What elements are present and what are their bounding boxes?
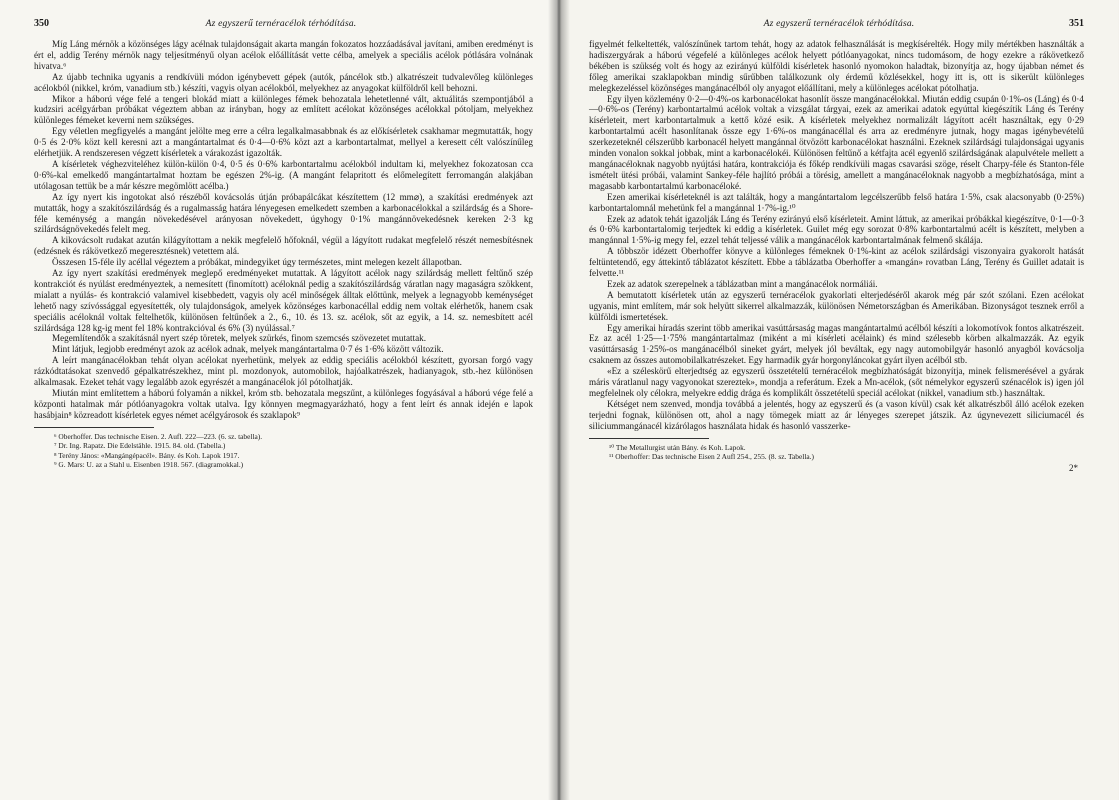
paragraph: Ezen amerikai kísérleteknél is azt találták, hogy a mangántartalom legcélszerűbb felső határa 1·5%, csak alacsonyabb (0·25%) karbontartalomnál mehetünk fel a mangánnal 1·7%-ig.¹⁰ (589, 191, 1084, 213)
paragraph: A leírt mangánacélokban tehát olyan acélokat nyerhetünk, melyek az eddig speciális acélokból készített, gyorsan forgó vagy rázkódtatásokat szenvedő gépalkatrészekhez, mint pl. mozdonyok, automobilok, hajóalkatrészek, hadianyagok, stb.-hez különösen alkalmasak. Ezeket tehát vagy legalább azok egyrészét a mangánacélok jól pótolhatják. (34, 355, 533, 388)
paragraph: Miután mint említettem a háború folyamán a nikkel, króm stb. behozatala megszűnt, a különleges fogyásával a háború vége felé a központi hatalmak már pótlóanyagokra voltak utalva. Igy könnyen megmagyarázható, hogy a fent leírt és annak idején e lapok hasábjain⁸ közreadott kísérletek egyes német acélgyárosok és szaklapok⁹ (34, 388, 533, 420)
paragraph: «Ez a széleskörű elterjedtség az egyszerű összetételű ternéracélok megbízhatóságát bizonyítja, minek felismerésével a gyárak máris váratlanul nagy vagyonokat szereztek», mondja a referátum. Ezek a Mn-acélok, (sőt némelykor egyszerű szénacélok is) igen jól megfelelnek oly célokra, melyekre eddig drága és komplikált összetételű speciál acélokat (nikkel, vanadium stb.) használtak. (589, 366, 1084, 398)
footnote: ⁶ Oberhoffer. Das technische Eisen. 2. Aufl. 222—223. (6. sz. tabella). (54, 431, 263, 441)
paragraph: Az újabb technika ugyanis a rendkívüli módon igénybevett gépek (autók, páncélok stb.) alkatrészeit tudvalevőleg különleges acélokból (nikkel, króm, vanadium stb.) készíti, vagyis olyan acélokból, melyekhez az anyagokat külföldről kell behozni. (34, 71, 533, 93)
paragraph: Mint látjuk, legjobb eredményt azok az acélok adnak, melyek mangántartalma 0·7 és 1·6% között változik. (52, 344, 444, 355)
paragraph: Egy ilyen közlemény 0·2—0·4%-os karbonacélokat hasonlít össze mangánacélokkal. Miután eddig csupán 0·1%-os (Láng) és 0·4—0·6%-os (Terény) karbontartalmú acélok voltak a vizsgálat tárgyai, ezek az amerikai adatok egyúttal kiegészítik Láng és Terény kísérleteit, mert karbontartalmuk a kettő közé esik. A kísérletek melyekhez normalizált lágyított acélt használtak, egy 0·29 karbontartalmú acélt hasonlítanak össze egy 1·6%-os mangánacéllal és arra az eredményre jutnak, hogy magas igénybevételű szerkezeteknél célszerűbb karbonacél helyett mangánnal ötvözött karbonacélokat használni. Ezeknek szilárdsági tulajdonságai ugyanis minden vonalon sokkal jobbak, mint a karbonacélokéi. Különösen feltűnő a kétfajta acél egyenlő szilárdságának alapulvétele mellett a mangánacéloknak nagyobb nyújtási határa, kontrakciója és főkép rendkívüli magas csavarási szöge, réselt Charpy-féle és Stanton-féle ismételt ütési próbái, valamint Sankey-féle hajlító próbái a törésig, amellett a mangánacéloknak nagyobb a megbízhatósága, mint a magasabb karbontartalmú karbonacéloké. (589, 93, 1084, 191)
paragraph: Egy véletlen megfigyelés a mangánt jelölte meg erre a célra legalkalmasabbnak és az előkísérletek csakhamar megmutatták, hogy 0·5 és 2·0% közt kell keresni azt a mangántartalmat és 0·4—0·6% közt azt a karbontartalmat, mellyel a keresett célt valószínűleg elérhetjük. A rendszeresen végzett kísérletek a várakozást igazolták. (34, 126, 533, 159)
right-running-head: Az egyszerű ternéracélok térhódítása. (763, 19, 915, 29)
left-page-header (34, 18, 533, 29)
paragraph: Egy amerikai híradás szerint több amerikai vasúttársaság magas mangántartalmú acélból készíti a lokomotívok fontos alkatrészeit. Ez az acél 1·25—1·75% mangántartalmaz (miként a mi kísérleti acélaink) és mind szélesebb körben alkalmazzák. Az egyik vasúttársaság 1·25%-os mangánacélból sineket gyárt, melyek jól beváltak, egy nagy automobilgyár hasonló anyagból kovácsolja csaknem az összes automobilalkatrészeket. Egy harmadik gyár horgonyláncokat gyárt ilyen acélból stb. (589, 322, 1084, 366)
left-body-text (34, 39, 533, 421)
paragraph: Mikor a háború vége felé a tengeri blokád miatt a különleges fémek behozatala lehetetlenné vált, aktuálitás szempontjából a kudzsiri acélgyárban próbákat végeztem abban az irányban, hogy az említett acélokat közönséges acélokkal pótoljam, melyekhez különleges fémeket keverni nem szükséges. (34, 93, 533, 126)
right-page (559, 0, 1118, 800)
left-footnotes (34, 432, 533, 470)
footnote-rule (34, 427, 154, 428)
paragraph: Az így nyert szakítási eredmények meglepő eredményeket mutattak. A lágyított acélok nagy szilárdság mellett feltűnő szép kontrakciót és nyúlást eredményeztek, a nemesített (finomított) acéloknál pedig a szakítószilárdság váratlan nagy magaságra szökkent, mialatt a nyúlás- és kontrakció valamivel kisebbedett, vagyis oly acél minőségek álltak előttünk, melyek a legnagyobb keménységet lehető nagy szívóssággal egyesítették, oly tulajdonságok, amelyek közönséges karbonacéllal eddig nem voltak elérhetők, hanem csak speciális acéloknál voltak feltelhetők, különösen feltűnőek a 2., 6., 10. és 13. sz. acélok, sőt az egyik, a 14. sz. nemesbített acél szilárdsága 128 kg-ig ment fel 18% kontrakcióval és 6% (3) nyúlással.⁷ (34, 268, 533, 333)
paragraph: A kikovácsolt rudakat azután kilágyítottam a nekik megfelelő hőfoknál, végül a lágyított rudakat megfelelő részét nemesbítésnek (edzésnek és rákövetkező megeresztésnek) vetettem alá. (34, 235, 533, 257)
right-footnotes (589, 443, 1084, 462)
footnote: ¹⁰ The Metallurgist után Bány. és Koh. Lapok. (609, 442, 746, 452)
paragraph: Kétséget nem szenved, mondja továbbá a jelentés, hogy az egyszerű és (a vason kívül) csak két alkatrészből álló acélok ezeken terjedni fognak, különösen ott, ahol a nagy tömegek miatt az ár lényeges szerepet játszik. Az úgynevezett siliciumacél és siliciummangánacél kizárólagos használata hidak és hasonló vasszerke- (589, 398, 1084, 431)
paragraph: Összesen 15-féle ily acéllal végeztem a próbákat, mindegyiket úgy természetes, mint melegen kezelt állapotban. (52, 257, 462, 268)
right-page-header (589, 18, 1084, 29)
left-page (0, 0, 559, 800)
footnote: ⁷ Dr. Ing. Rapatz. Die Edelstähle. 1915. 84. old. (Tabella.) (54, 441, 226, 451)
paragraph: figyelmét felkeltették, valószínűnek tartom tehát, hogy az adatok felhasználását is megkísérelték. Hogy mily mértékben használták a hadiszergyárak a háború végefelé a különleges acélok helyett pótlóanyagokat, nincs tudomásom, de hogy ezekre a rákövetkező békében is szükség volt és hogy az ezirányú külföldi kísérletek hasonló nyomokon haladtak, bizonyítja az, hogy újabban német és főleg amerikai szaklapokban mindig sűrűbben találkozunk oly érdemű közlésekkel, hogy itt is, ott is sikerült különleges melegkezeléssel közönséges mangánacélból oly anyagot előállítani, mely a különleges acélokat pótolhatja. (589, 39, 1084, 93)
paragraph: Míg Láng mérnök a közönséges lágy acélnak tulajdonságait akarta mangán fokozatos hozzáadásával javítani, amiben eredményt is ért el, addig Terény mérnök nagy teljesítményű olyan acélok előállítását vette célba, amelyek a speciális acélok pótlására volnának hivatva.⁶ (34, 39, 533, 71)
paragraph: Ezek az adatok tehát igazolják Láng és Terény ezirányú első kísérleteit. Amint láttuk, az amerikai próbákkal kiegészítve, 0·1—0·3 és 0·6% karbontartalomig terjedtek ki eddig a kísérletek. Guilet még egy sorozat 0·8% karbontartalmú acélt is készített, melyben a mangánnal 1·5%-ig megy fel, ezzel tehát teljessé válik a mangánacélok karbontartalmának felmenő skálája. (589, 213, 1084, 246)
footnote-rule (589, 438, 709, 439)
footnote: ⁸ Terény János: «Mangángépacél». Bány. és Koh. Lapok 1917. (54, 450, 240, 460)
signature-mark: 2* (1069, 463, 1078, 474)
right-body-text (589, 39, 1084, 432)
footnote: ¹¹ Oberhoffer: Das technische Eisen 2 Aufl 254., 255. (8. sz. Tabella.) (609, 452, 814, 462)
left-page-number: 350 (34, 18, 49, 29)
left-running-head: Az egyszerű ternéracélok térhódítása. (205, 19, 357, 29)
paragraph: Az így nyert kis ingotokat alsó részéből kovácsolás útján próbapálcákat készítettem (12 mm⌀), a szakítási eredmények azt mutatták, hogy a szakítószilárdság és a rugalmasság határa lényegesen emelkedett szemben a karbonacélokkal a szilárdság és a Shore-féle keménység a mangán növekedésével arányosan növekedett, úgyhogy 0·1% mangánnövekedésnek kereken 2·3 kg szilárdságnövekedés felelt meg. (34, 191, 533, 235)
right-page-number: 351 (1068, 18, 1084, 29)
book-gutter (548, 0, 570, 800)
paragraph: Ezek az adatok szerepelnek a táblázatban mint a mangánacélok normáliái. (607, 278, 878, 289)
paragraph: A többször idézett Oberhoffer könyve a különleges fémeknek 0·1%-kint az acélok szilárdsági viszonyaira gyakorolt hatását feltüntetendő, egy áttekintő táblázatot készített. Ebbe a táblázatba Oberhoffer a «mangán» rovatban Láng, Terény és Guillet adatait is felvette.¹¹ (589, 246, 1084, 279)
footnote: ⁹ G. Mars: U. az a Stahl u. Eisenben 1918. 567. (diagramokkal.) (54, 459, 244, 469)
paragraph: A kísérletek véghezviteléhez külön-külön 0·4, 0·5 és 0·6% karbontartalmu acélokból indultam ki, melyekhez fokozatosan cca 0·6%-kal emelkedő mangántartalmat hoztam be egészen 2%-ig. (A mangánt felapritott és előmelegített ferromangán alakjában utólagosan tettük be a már készre megömlött acélba.) (34, 158, 533, 191)
paragraph: Megemlítendők a szakításnál nyert szép töretek, melyek szürkés, finom szemcsés szövezetet mutattak. (52, 333, 426, 344)
paragraph: A bemutatott kísérletek után az egyszerű ternéracélok gyakorlati elterjedéséről akarok még pár szót szólani. Ezen acélokat ugyanis, mint említem, már sok helyütt sikerrel alkalmazzák, különösen Németországban és Amerikában. Bizonyságot tesznek erről a külföldi ismertetések. (589, 289, 1084, 322)
